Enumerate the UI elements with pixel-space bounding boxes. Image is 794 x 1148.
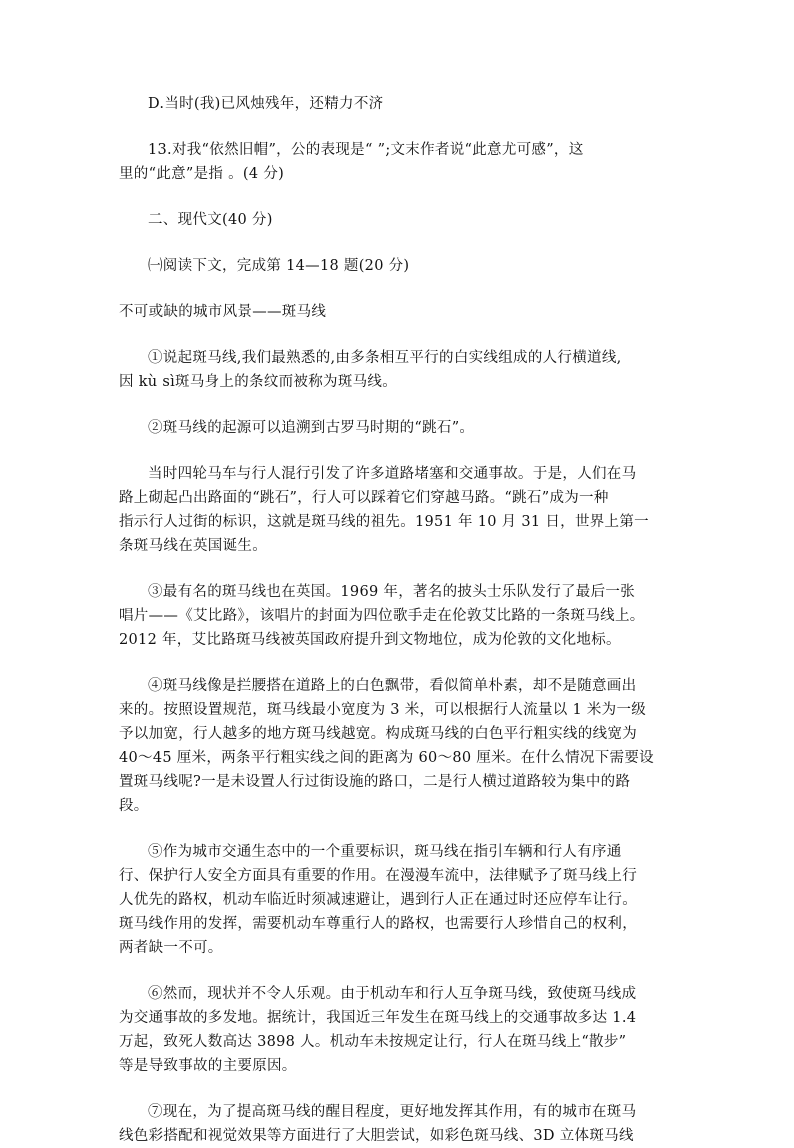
- paragraph-line: 行、保护行人安全方面具有重要的作用。在漫漫车流中，法律赋予了斑马线上行: [119, 868, 637, 884]
- question-13: [119, 138, 675, 186]
- paragraph-line: 条斑马线在英国诞生。: [119, 538, 267, 554]
- paragraph-1: [119, 346, 675, 394]
- question-13-line-2: 里的“此意”是指 。(4 分): [119, 166, 285, 182]
- article-title: 不可或缺的城市风景——斑马线: [119, 304, 327, 320]
- paragraph-line: 线色彩搭配和视觉效果等方面进行了大胆尝试，如彩色斑马线、3D 立体斑马线: [119, 1128, 634, 1144]
- paragraph-line: 两者缺一不可。: [119, 940, 223, 956]
- paragraph-4: [119, 580, 675, 652]
- paragraph-3: [119, 462, 675, 558]
- document-body: [119, 92, 675, 1148]
- paragraph-line: 当时四轮马车与行人混行引发了许多道路堵塞和交通事故。于是，人们在马: [148, 466, 637, 482]
- question-13-line-1: 13.对我“依然旧帽”，公的表现是“ ”;文末作者说“此意尤可感”，这: [148, 142, 584, 158]
- paragraph-line: 来的。按照设置规范，斑马线最小宽度为 3 米，可以根据行人流量以 1 米为一级: [119, 702, 647, 718]
- paragraph-line: 2012 年，艾比路斑马线被英国政府提升到文物地位，成为伦敦的文化地标。: [119, 632, 621, 648]
- paragraph-6: [119, 840, 675, 960]
- paragraph-line: 置斑马线呢?一是未设置人行过街设施的路口，二是行人横过道路较为集中的路: [119, 774, 631, 790]
- subsection-title: ㈠阅读下文，完成第 14—18 题(20 分): [148, 258, 410, 274]
- paragraph-line: 40～45 厘米，两条平行粗实线之间的距离为 60～80 厘米。在什么情况下需要设: [119, 750, 654, 766]
- paragraph-line: 等是导致事故的主要原因。: [119, 1058, 297, 1074]
- paragraph-line: ③最有名的斑马线也在英国。1969 年，著名的披头士乐队发行了最后一张: [148, 584, 636, 600]
- paragraph-line: 人优先的路权，机动车临近时须减速避让，遇到行人正在通过时还应停车让行。: [119, 892, 637, 908]
- paragraph-line: 路上砌起凸出路面的“跳石”，行人可以踩着它们穿越马路。“跳石”成为一种: [119, 490, 609, 506]
- paragraph-2: [119, 416, 675, 440]
- paragraph-line: 万起，致死人数高达 3898 人。机动车未按规定让行，行人在斑马线上“散步”: [119, 1034, 627, 1050]
- paragraph-5: [119, 674, 675, 818]
- paragraph-8: [119, 1100, 675, 1148]
- paragraph-line: 予以加宽，行人越多的地方斑马线越宽。构成斑马线的白色平行粗实线的线宽为: [119, 726, 637, 742]
- paragraph-line: ②斑马线的起源可以追溯到古罗马时期的“跳石”。: [148, 420, 475, 436]
- paragraph-line: 指示行人过街的标识，这就是斑马线的祖先。1951 年 10 月 31 日，世界上第一: [119, 514, 649, 530]
- option-d: D.当时(我)已风烛残年，还精力不济: [148, 96, 384, 112]
- paragraph-line: 唱片——《艾比路》，该唱片的封面为四位歌手走在伦敦艾比路的一条斑马线上。: [119, 608, 645, 624]
- paragraph-line: ④斑马线像是拦腰搭在道路上的白色飘带，看似简单朴素，却不是随意画出: [148, 678, 637, 694]
- paragraph-line: ⑦现在，为了提高斑马线的醒目程度，更好地发挥其作用，有的城市在斑马: [148, 1104, 637, 1120]
- section-title: 二、现代文(40 分): [148, 212, 273, 228]
- paragraph-line: ⑤作为城市交通生态中的一个重要标识，斑马线在指引车辆和行人有序通: [148, 844, 622, 860]
- paragraph-line: ⑥然而，现状并不令人乐观。由于机动车和行人互争斑马线，致使斑马线成: [148, 986, 637, 1002]
- paragraph-line: 斑马线作用的发挥，需要机动车尊重行人的路权，也需要行人珍惜自己的权利，: [119, 916, 637, 932]
- paragraph-line: 段。: [119, 798, 149, 814]
- paragraph-7: [119, 982, 675, 1078]
- paragraph-line: ①说起斑马线,我们最熟悉的,由多条相互平行的白实线组成的人行横道线,: [148, 350, 622, 366]
- paragraph-line: 为交通事故的多发地。据统计，我国近三年发生在斑马线上的交通事故多达 1.4: [119, 1010, 637, 1026]
- paragraph-line: 因 kù sì斑马身上的条纹而被称为斑马线。: [119, 374, 398, 390]
